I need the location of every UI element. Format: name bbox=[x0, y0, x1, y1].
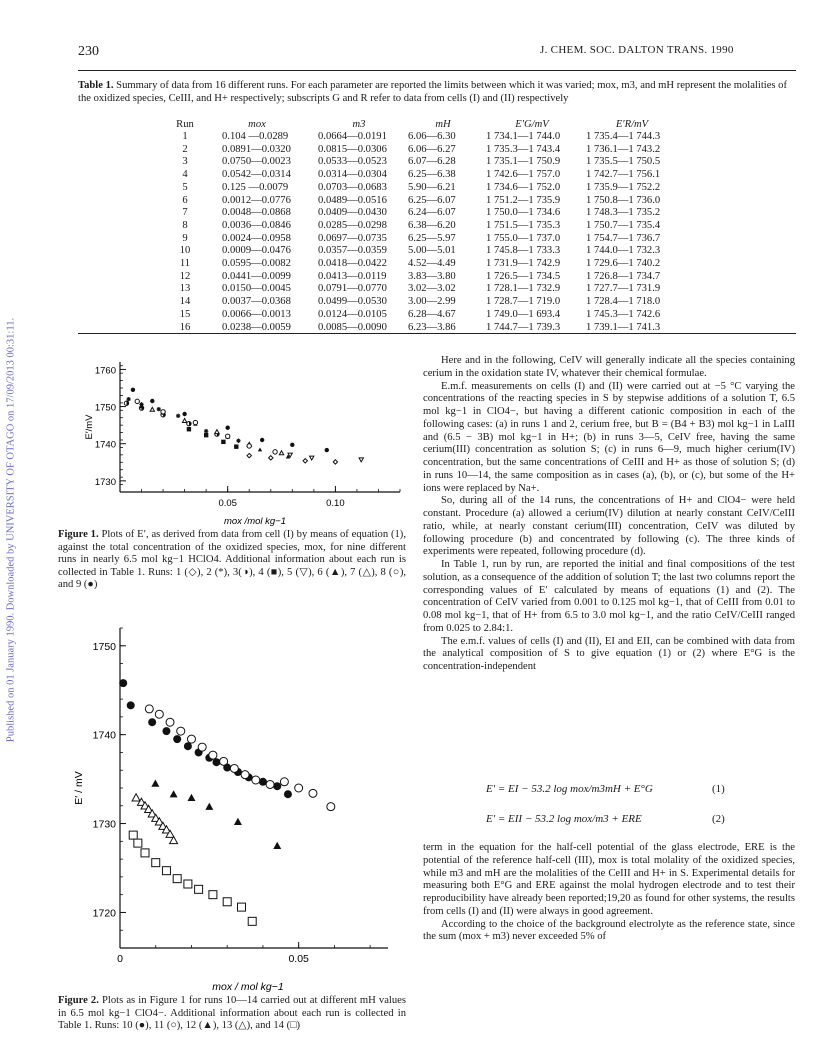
table-row bbox=[170, 309, 682, 322]
table-cell: 1 728.7—1 719.0 bbox=[486, 296, 561, 308]
y-tick-label: 1730 bbox=[92, 818, 116, 831]
table-row bbox=[170, 144, 682, 157]
table-cell: 6.38—6.20 bbox=[408, 219, 456, 231]
table-cell: 0.0703—0.0683 bbox=[318, 181, 387, 193]
data-point bbox=[225, 426, 229, 430]
data-table bbox=[170, 117, 682, 334]
table-cell: 1 735.3—1 743.4 bbox=[486, 143, 561, 155]
table-cell: 0.0150—0.0045 bbox=[222, 283, 291, 295]
data-point bbox=[129, 831, 137, 839]
table-header-cell: E′G/mV bbox=[515, 118, 549, 130]
data-point bbox=[258, 447, 262, 451]
table-cell: 6.25—6.38 bbox=[408, 169, 456, 181]
table-cell: 0.0357—0.0359 bbox=[318, 245, 387, 257]
x-tick-label: 0 bbox=[117, 953, 123, 965]
paragraph: E.m.f. measurements on cells (I) and (II) were carried out at −5 °C varying the concentrations of the reacting species in S by stepwise additions of a solution T, 6.5 mol kg−1 in ClO4−, but having a different cationic composition in each of the following cases: (a) in runs 1 and 2, cerium free, but B = (B4 + B3) mol kg−1 in LaIII and (6.5 − 3B) mol kg−1 in H+; (b) in runs 3—5, CeIV free, having the same cerium(III) concentration as solution S; (c) in runs 6—9, much higher cerium(IV) concentration, but the same concentrations of CeIII and H+ as those of solution S; (d) in runs 10—14, the same composition as in cases (a), (b), or (c), but some of the H+ ions were replaced by Na+. bbox=[423, 380, 795, 494]
table-cell: 0.0595—0.0082 bbox=[222, 258, 291, 270]
table-cell: 1 745.3—1 742.6 bbox=[586, 308, 661, 320]
data-point bbox=[166, 718, 174, 726]
data-point bbox=[309, 456, 313, 460]
paragraph: term in the equation for the half-cell potential of the glass electrode, ERE is the potential of the reference half-cell (III), mox is total molality of the oxidized species, while m3 and mH are the molalities of the CeIII and H+ in S. Experimental details for measuring both E°G and ERE against the molal hydrogen electrode and to test their reproducibility have already been reported;19,20 as found for other systems, the results from cells (I) and (II) were always in good agreement. bbox=[423, 842, 795, 917]
data-point bbox=[151, 780, 159, 787]
data-point bbox=[134, 839, 142, 847]
data-point bbox=[266, 780, 274, 788]
data-point bbox=[280, 778, 288, 786]
table-cell: 6.23—3.86 bbox=[408, 321, 456, 333]
table-cell: 1 751.5—1 735.3 bbox=[486, 219, 561, 231]
table-cell: 6.25—5.97 bbox=[408, 232, 456, 244]
data-point bbox=[157, 407, 161, 411]
data-point bbox=[195, 885, 203, 893]
table-cell: 15 bbox=[179, 308, 191, 320]
table-row bbox=[170, 258, 682, 271]
paragraph: The e.m.f. values of cells (I) and (II), EI and EII, can be combined with data from the analytical composition of S to give equation (1) or (2) where E°G is the concentration-independent bbox=[423, 635, 795, 672]
equation-1: E′ = EI − 53.2 log mox/m3mH + E°G bbox=[486, 783, 653, 795]
y-tick-label: 1760 bbox=[94, 365, 116, 377]
y-tick-label: 1740 bbox=[92, 729, 116, 742]
data-point bbox=[148, 718, 156, 726]
table-cell: 1 754.7—1 736.7 bbox=[586, 232, 661, 244]
data-point bbox=[187, 427, 191, 431]
data-point bbox=[162, 867, 170, 875]
data-point bbox=[273, 842, 281, 849]
table-cell: 0.0238—0.0059 bbox=[222, 321, 291, 333]
table-cell: 0.0441—0.0099 bbox=[222, 270, 291, 282]
data-point bbox=[127, 701, 135, 709]
data-point bbox=[269, 456, 273, 460]
table-cell: 13 bbox=[179, 283, 191, 295]
data-point bbox=[162, 727, 170, 735]
table-cell: 0.0024—0.0958 bbox=[222, 232, 291, 244]
table-cell: 1 750.0—1 734.6 bbox=[486, 207, 561, 219]
data-point bbox=[303, 459, 307, 463]
data-point bbox=[279, 451, 283, 455]
table-cell: 5.00—5.01 bbox=[408, 245, 456, 257]
data-point bbox=[173, 875, 181, 883]
data-point bbox=[131, 388, 135, 392]
figure1-caption-label: Figure 1. bbox=[58, 529, 99, 540]
table-cell: 0.0285—0.0298 bbox=[318, 219, 387, 231]
table-cell: 0.0409—0.0430 bbox=[318, 207, 387, 219]
paragraph: According to the choice of the background electrolyte as the reference state, since the sum (mox + m3) never exceeded 5% of bbox=[423, 918, 795, 943]
table-cell: 0.0048—0.0868 bbox=[222, 207, 291, 219]
table-cell: 14 bbox=[179, 296, 191, 308]
figure2-caption-text: Plots as in Figure 1 for runs 10—14 carried out at different mH values in 6.5 mol kg−1 ClO4−. Additional information about each run is collected in Table 1. Runs: 10 (●), 11 (○), 12 (▲), 13 (△), and 14 (□) bbox=[58, 995, 406, 1032]
table-cell: 1 731.9—1 742.9 bbox=[486, 258, 561, 270]
table-cell: 7 bbox=[182, 207, 188, 219]
table-cell: 6.28—4.67 bbox=[408, 308, 456, 320]
data-point bbox=[204, 433, 208, 437]
table-cell: 6.06—6.30 bbox=[408, 131, 456, 142]
table-cell: 3.00—2.99 bbox=[408, 296, 456, 308]
y-tick-label: 1750 bbox=[94, 402, 116, 414]
data-point bbox=[220, 757, 228, 765]
table-cell: 0.0697—0.0735 bbox=[318, 232, 387, 244]
table-cell: 0.0012—0.0776 bbox=[222, 194, 291, 206]
table-cell: 10 bbox=[179, 245, 191, 257]
table-cell: 1 750.7—1 735.4 bbox=[586, 219, 661, 231]
y-tick-label: 1740 bbox=[94, 439, 116, 451]
table-row bbox=[170, 271, 682, 284]
data-point bbox=[237, 903, 245, 911]
data-point bbox=[132, 794, 140, 801]
table-row bbox=[170, 131, 682, 144]
data-point bbox=[170, 790, 178, 797]
data-point bbox=[150, 407, 154, 411]
table-cell: 1 742.7—1 756.1 bbox=[586, 169, 661, 181]
table-cell: 1 749.0—1 693.4 bbox=[486, 308, 561, 320]
data-point bbox=[325, 448, 329, 452]
table-cell: 0.0036—0.0846 bbox=[222, 219, 291, 231]
table-row bbox=[170, 283, 682, 296]
table-cell: 1 742.6—1 757.0 bbox=[486, 169, 561, 181]
data-point bbox=[135, 399, 139, 403]
data-point bbox=[252, 776, 260, 784]
table-row bbox=[170, 207, 682, 220]
data-point bbox=[309, 789, 317, 797]
table-cell: 0.0314—0.0304 bbox=[318, 169, 387, 181]
table-cell: 1 735.1—1 750.9 bbox=[486, 156, 561, 168]
table-cell: 3.02—3.02 bbox=[408, 283, 456, 295]
data-point bbox=[215, 430, 219, 434]
table-cell: 1 726.8—1 734.7 bbox=[586, 270, 661, 282]
table-cell: 1 729.6—1 740.2 bbox=[586, 258, 661, 270]
data-point bbox=[230, 764, 238, 772]
data-point bbox=[247, 453, 251, 457]
table-cell: 0.0489—0.0516 bbox=[318, 194, 387, 206]
table-cell: 0.0791—0.0770 bbox=[318, 283, 387, 295]
data-point bbox=[182, 412, 186, 416]
data-point bbox=[284, 790, 292, 798]
page-number: 230 bbox=[78, 44, 99, 59]
table-cell: 0.0124—0.0105 bbox=[318, 308, 387, 320]
x-axis-label: mox /mol kg−1 bbox=[223, 516, 287, 527]
paragraph: In Table 1, run by run, are reported the initial and final compositions of the test solution, as a consequence of the addition of solution T; the last two columns report the corresponding values of E′ calculated by means of equations (1) and (2). The concentration of CeIV varied from 0.001 to 0.125 mol kg−1, that of CeIII from 0.01 to 0.08 mol kg−1, that of H+ from 6.5 to 3.0 mol kg−1, and the ratio CeIV/CeIII ranged from 0.025 to 2.84:1. bbox=[423, 559, 795, 634]
data-point bbox=[359, 458, 363, 462]
table-cell: 1 748.3—1 735.2 bbox=[586, 207, 661, 219]
table-cell: 8 bbox=[182, 219, 188, 231]
data-point bbox=[173, 735, 181, 743]
data-point bbox=[141, 849, 149, 857]
figure1-chart bbox=[80, 352, 410, 527]
data-point bbox=[234, 818, 242, 825]
table-row bbox=[170, 245, 682, 258]
table-row bbox=[170, 182, 682, 195]
table-cell: 6.06—6.27 bbox=[408, 143, 456, 155]
data-point bbox=[225, 434, 229, 438]
figure1-caption-text: Plots of E′, as derived from data from cell (I) by means of equation (1), against the total concentration of the oxidized species, mox, for nine different runs in nearly 6.5 mol kg−1 HClO4. Additional information about each run is collected in Table 1. Runs: 1 (◇), 2 (*), 3(◑), 4 (■), 5 (▽), 6 (▲), 7 (△), 8 (○), and 9 (●) bbox=[58, 529, 406, 591]
paragraph: So, during all of the 14 runs, the concentrations of H+ and ClO4− were held constant. Procedure (a) allowed a cerium(IV) dilution at nearly constant CeIV/CeIII ratio, while, at nearly constant cerium(III) concentration, CeIV was diluted by following procedure (b) and concentrated by following (c). The three kinds of experiments were repeated, following procedure (d). bbox=[423, 495, 795, 558]
data-point bbox=[176, 414, 180, 418]
table-cell: 1 735.5—1 750.5 bbox=[586, 156, 661, 168]
table-cell: 1 728.4—1 718.0 bbox=[586, 296, 661, 308]
table-cell: 0.0533—0.0523 bbox=[318, 156, 387, 168]
body-text-top bbox=[423, 355, 795, 674]
x-tick-label: 0.05 bbox=[288, 953, 309, 965]
download-watermark-text: Published on 01 January 1990. Downloaded by UNIVERSITY OF OTAGO on 17/09/2013 00:31:11. bbox=[5, 317, 17, 743]
table-row bbox=[170, 296, 682, 309]
equation-1-number: (1) bbox=[712, 783, 725, 795]
table-cell: 6.25—6.07 bbox=[408, 194, 456, 206]
table-cell: 0.0891—0.0320 bbox=[222, 143, 291, 155]
table-cell: 5.90—6.21 bbox=[408, 181, 456, 193]
table-cell: 0.0413—0.0119 bbox=[318, 270, 387, 282]
data-point bbox=[119, 679, 127, 687]
data-point bbox=[241, 771, 249, 779]
data-point bbox=[260, 438, 264, 442]
data-point bbox=[273, 450, 277, 454]
data-point bbox=[327, 803, 335, 811]
data-point bbox=[187, 735, 195, 743]
table-cell: 0.0542—0.0314 bbox=[222, 169, 291, 181]
table-cell: 1 727.7—1 731.9 bbox=[586, 283, 661, 295]
table-cell: 1 755.0—1 737.0 bbox=[486, 232, 561, 244]
equation-2: E′ = EII − 53.2 log mox/m3 + ERE bbox=[486, 813, 642, 825]
table-cell: 1 745.8—1 733.3 bbox=[486, 245, 561, 257]
table-cell: 0.0066—0.0013 bbox=[222, 308, 291, 320]
header-rule bbox=[78, 70, 796, 71]
table-row bbox=[170, 169, 682, 182]
table-cell: 0.0037—0.0368 bbox=[222, 296, 291, 308]
table-cell: 1 739.1—1 741.3 bbox=[586, 321, 661, 333]
figure1-caption bbox=[58, 529, 406, 592]
y-tick-label: 1730 bbox=[94, 476, 116, 488]
table1-caption-text: Summary of data from 16 different runs. For each parameter are reported the limits between which it was varied; mox, m3, and mH represent the molalities of the oxidized species, CeIII, and H+ respectively; subscripts G and R refer to data from cells (I) and (II) respectively bbox=[78, 80, 788, 104]
data-point bbox=[248, 917, 256, 925]
table-cell: 1 734.1—1 744.0 bbox=[486, 131, 561, 142]
table-header-cell: E′R/mV bbox=[615, 118, 649, 130]
table-cell: 6 bbox=[182, 194, 188, 206]
table-cell: 16 bbox=[179, 321, 191, 333]
download-watermark bbox=[1, 150, 21, 910]
table-cell: 11 bbox=[179, 258, 191, 270]
table-bottom-rule bbox=[78, 333, 796, 334]
data-point bbox=[198, 743, 206, 751]
data-point bbox=[184, 880, 192, 888]
table-cell: 0.0418—0.0422 bbox=[318, 258, 387, 270]
journal-header: J. CHEM. SOC. DALTON TRANS. 1990 bbox=[540, 44, 734, 56]
data-point bbox=[221, 440, 225, 444]
table-header-cell: mox bbox=[248, 118, 266, 130]
table-row bbox=[170, 220, 682, 233]
y-tick-label: 1750 bbox=[92, 640, 116, 653]
table-cell: 12 bbox=[179, 270, 191, 282]
x-tick-label: 0.05 bbox=[218, 498, 237, 509]
table-row bbox=[170, 195, 682, 208]
data-point bbox=[236, 439, 240, 443]
table-cell: 1 750.8—1 736.0 bbox=[586, 194, 661, 206]
data-point bbox=[295, 784, 303, 792]
table-cell: 1 726.5—1 734.5 bbox=[486, 270, 561, 282]
data-point bbox=[187, 794, 195, 801]
table-cell: 1 736.1—1 743.2 bbox=[586, 143, 661, 155]
x-tick-label: 0.10 bbox=[326, 498, 345, 509]
table-cell: 0.0664—0.0191 bbox=[318, 131, 387, 142]
data-point bbox=[152, 859, 160, 867]
paragraph: Here and in the following, CeIV will generally indicate all the species containing cerium in the oxidation state IV, whatever their chemical formulae. bbox=[423, 355, 795, 379]
x-axis-label: mox / mol kg−1 bbox=[212, 981, 284, 993]
table-cell: 0.0499—0.0530 bbox=[318, 296, 387, 308]
table-cell: 0.125 —0.0079 bbox=[222, 181, 289, 193]
data-point bbox=[150, 399, 154, 403]
table-header-cell: Run bbox=[176, 118, 194, 130]
table-cell: 1 bbox=[182, 131, 188, 142]
table-cell: 2 bbox=[182, 143, 188, 155]
table-cell: 1 744.0—1 732.3 bbox=[586, 245, 661, 257]
data-point bbox=[161, 410, 165, 414]
table-header-cell: m3 bbox=[352, 118, 366, 130]
data-point bbox=[145, 705, 153, 713]
equation-2-number: (2) bbox=[712, 813, 725, 825]
table-cell: 6.24—6.07 bbox=[408, 207, 456, 219]
data-point bbox=[290, 443, 294, 447]
figure2-caption-label: Figure 2. bbox=[58, 995, 99, 1006]
data-point bbox=[204, 429, 208, 433]
table-row bbox=[170, 233, 682, 246]
data-point bbox=[209, 751, 217, 759]
table-cell: 1 728.1—1 732.9 bbox=[486, 283, 561, 295]
table-header-cell: mH bbox=[435, 118, 451, 130]
data-point bbox=[155, 710, 163, 718]
table-cell: 0.0815—0.0306 bbox=[318, 143, 387, 155]
table-cell: 5 bbox=[182, 181, 188, 193]
table-cell: 1 735.4—1 744.3 bbox=[586, 131, 661, 142]
figure2-caption bbox=[58, 995, 406, 1033]
y-axis-label: E′/mV bbox=[84, 414, 95, 440]
data-point bbox=[205, 803, 213, 810]
table1-caption-label: Table 1. bbox=[78, 80, 114, 91]
table-cell: 1 735.9—1 752.2 bbox=[586, 181, 661, 193]
table-cell: 3.83—3.80 bbox=[408, 270, 456, 282]
data-point bbox=[193, 420, 197, 424]
data-point bbox=[209, 891, 217, 899]
data-point bbox=[333, 460, 337, 464]
data-point bbox=[182, 418, 186, 422]
y-tick-label: 1720 bbox=[92, 907, 116, 920]
table-cell: 0.0750—0.0023 bbox=[222, 156, 291, 168]
table-cell: 1 734.6—1 752.0 bbox=[486, 181, 561, 193]
table-cell: 9 bbox=[182, 232, 188, 244]
table-cell: 0.0085—0.0090 bbox=[318, 321, 387, 333]
data-point bbox=[223, 898, 231, 906]
table-cell: 6.07—6.28 bbox=[408, 156, 456, 168]
y-axis-label: E′ / mV bbox=[73, 771, 85, 805]
table1-caption bbox=[78, 80, 796, 105]
data-point bbox=[177, 727, 185, 735]
data-point bbox=[234, 444, 238, 448]
figure2-chart bbox=[58, 618, 408, 998]
body-text-bottom bbox=[423, 842, 795, 944]
table-cell: 4.52—4.49 bbox=[408, 258, 456, 270]
table-cell: 1 751.2—1 735.9 bbox=[486, 194, 561, 206]
table-cell: 4 bbox=[182, 169, 188, 181]
table-cell: 1 744.7—1 739.3 bbox=[486, 321, 561, 333]
table-row bbox=[170, 156, 682, 169]
table-cell: 0.104 —0.0289 bbox=[222, 131, 289, 142]
data-point bbox=[247, 444, 251, 448]
table-cell: 3 bbox=[182, 156, 188, 168]
table-cell: 0.0009—0.0476 bbox=[222, 245, 291, 257]
